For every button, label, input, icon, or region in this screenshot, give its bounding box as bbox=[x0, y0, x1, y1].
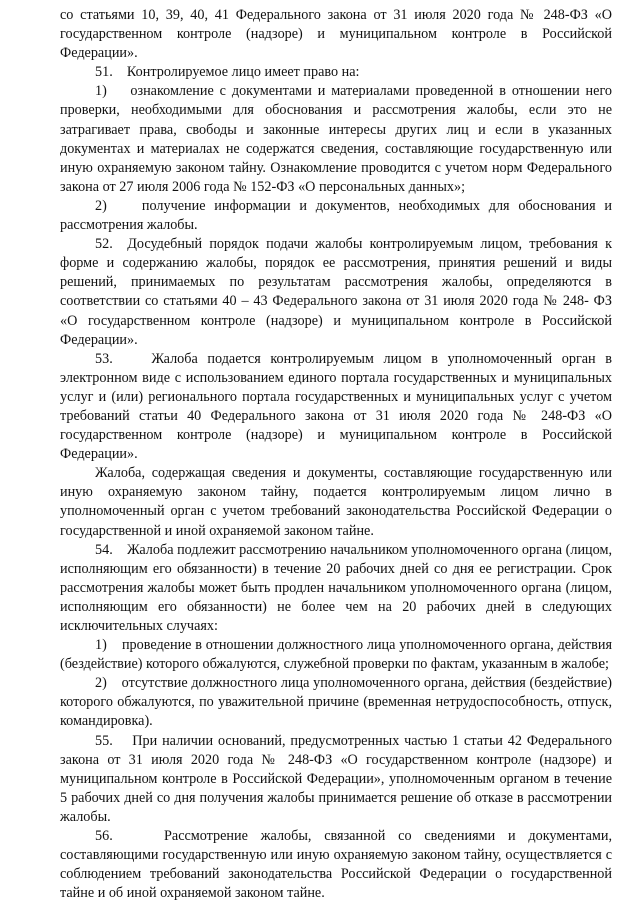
paragraph-56: 56. Рассмотрение жалобы, связанной со сведениями и документами, составляющими государственную или иную охраняемую законом тайну, осуществляется с соблюдением требований законодательства Российской Федерации о государственной тайне и об иной охраняемой законом тайне. bbox=[60, 828, 612, 902]
paragraph-53: 53. Жалоба подается контролируемым лицом в уполномоченный орган в электронном виде с использованием единого портала государственных и муниципальных услуг и (или) регионального портала государственных и муниципальных услуг с учетом требований статьи 40 Федерального закона от 31 июля 2020 года № 248-ФЗ «О государственном контроле (надзоре) и муниципальном контроле в Российской Федерации». bbox=[60, 350, 612, 463]
paragraph-54-item-2: 2) отсутствие должностного лица уполномоченного органа, действия (бездействие) которого обжалуются, по уважительной причине (временная нетрудоспособность, отпуск, командировка). bbox=[60, 675, 612, 730]
paragraph-51: 51. Контролируемое лицо имеет право на: bbox=[95, 64, 360, 81]
paragraph-51-item-2: 2) получение информации и документов, необходимых для обоснования и рассмотрения жалобы. bbox=[60, 197, 612, 234]
paragraph-continuation: со статьями 10, 39, 40, 41 Федерального закона от 31 июля 2020 года № 248-ФЗ «О государственном контроле (надзоре) и муниципальном контроле в Российской Федерации». bbox=[60, 7, 612, 62]
paragraph-52: 52. Досудебный порядок подачи жалобы контролируемым лицом, требования к форме и содержанию жалобы, порядок ее рассмотрения, принятия решений и виды решений, принимаемых по результатам рассмотрения жалобы, определяются в соответствии со статьями 40 – 43 Федерального закона от 31 июля 2020 года № 248- ФЗ «О государственном контроле (надзоре) и муниципальном контроле в Российской Федерации». bbox=[60, 236, 612, 348]
paragraph-55: 55. При наличии оснований, предусмотренных частью 1 статьи 42 Федерального закона от 31 июля 2020 года № 248-ФЗ «О государственном контроле (надзоре) и муниципальном контроле в Российской Федерации», уполномоченным органом в течение 5 рабочих дней со дня получения жалобы принимается решение об отказе в рассмотрении жалобы. bbox=[60, 732, 612, 825]
paragraph-54-item-1: 1) проведение в отношении должностного лица уполномоченного органа, действия (бездействие) которого обжалуются, служебной проверки по фактам, указанным в жалобе; bbox=[60, 637, 612, 673]
paragraph-51-item-1: 1) ознакомление с документами и материалами проведенной в отношении него проверки, необходимыми для обоснования и рассмотрения жалобы, если это не затрагивает права, свободы и законные интересы других лиц и если в указанных документах и материалах не содержатся сведения, составляющие государственную или иную охраняемую законом тайну. Ознакомление проводится с учетом норм Федерального закона от 27 июля 2006 года № 152-ФЗ «О персональных данных»; bbox=[60, 83, 612, 195]
paragraph-54: 54. Жалоба подлежит рассмотрению начальником уполномоченного органа (лицом, исполняющим его обязанности) в течение 20 рабочих дней со дня ее регистрации. Срок рассмотрения жалобы может быть продлен начальником уполномоченного органа (лицом, исполняющим его обязанности) не более чем на 20 рабочих дней в следующих исключительных случаях: bbox=[60, 541, 612, 634]
paragraph-53-secret: Жалоба, содержащая сведения и документы, составляющие государственную или иную охраняемую законом тайну, подается контролируемым лицом лично в уполномоченный орган с учетом требований законодательства Российской Федерации о государственной и иной охраняемой законом тайне. bbox=[60, 465, 612, 539]
